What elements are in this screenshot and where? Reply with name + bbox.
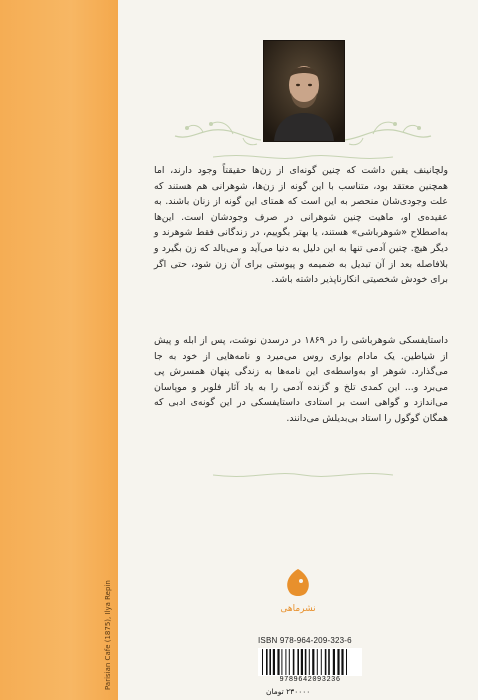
back-cover-page: [118, 0, 478, 700]
price-label: ۲۳۰۰۰۰ تومان: [266, 687, 311, 696]
barcode-bar: [262, 649, 263, 675]
divider-ornament-top: [213, 150, 393, 164]
blurb-paragraph-1: ولچانینف یقین داشت که چنین گونه‌ای از زن‌ها حقیقتاً وجود دارند، اما همچنین معتقد بود، متناسب با این گونه از زن‌ها، شوهرانی هم هستند که علت وجودی‌شان منحصر به این است که همتای این گونه از زنان باشند. به عقیده‌ی او، ماهیت چنین شوهرانی در صرف وجودشان است. این‌ها به‌اصطلاح «شوهرباشی» هستند، یا بهتر بگوییم، در زندگانی فقط شوهرند و دیگر هیچ. چنین آدمی تنها به این دلیل به دنیا می‌آید و می‌بالد که زن بگیرد و بلافاصله بعد از آن تبدیل به ضمیمه و پیوستی برای آن زن شود، حتی اگر برای خودش شخصیتی انکارناپذیر داشته باشد.: [154, 165, 448, 286]
barcode-bar: [277, 649, 279, 675]
barcode-bar: [309, 649, 310, 675]
publisher-logo-text: نشرماهی: [280, 604, 316, 614]
spine-caption: Parisian Cafe (1875), Ilya Repin: [104, 580, 112, 690]
barcode-bar: [269, 649, 271, 675]
barcode-bar: [321, 649, 322, 675]
barcode-bar: [328, 649, 330, 675]
floral-ornament-right: [343, 110, 433, 150]
barcode-bar: [341, 649, 343, 675]
barcode-bar: [312, 649, 314, 675]
floral-ornament-left: [173, 110, 263, 150]
barcode-bar: [293, 649, 295, 675]
publisher-logo: [268, 565, 328, 617]
barcode-bar: [281, 649, 282, 675]
isbn-barcode: [258, 648, 362, 676]
barcode-bar: [273, 649, 275, 675]
barcode-bar: [333, 649, 335, 675]
barcode-bar: [317, 649, 318, 675]
barcode-bar: [325, 649, 327, 675]
author-portrait: [263, 40, 345, 142]
spine-strip: [0, 0, 118, 700]
barcode-bar: [305, 649, 307, 675]
barcode-bar: [346, 649, 347, 675]
blurb-paragraph-2: داستایفسکی شوهرباشی را در ۱۸۶۹ در درسدن نوشت، پس از ابله و پیش از شیاطین. یک مادام بواری روس می‌میرد و نامه‌هایی از خود به جا می‌گذارد. شوهر او به‌واسطه‌ی این نامه‌ها به زندگی پنهان همسرش پی می‌برد و... این کمدی تلخ و گزنده آدمی را به یاد آثار فلوبر و موپاسان می‌اندازد و گواهی است بر استادی داستایفسکی در این گونه‌ی ادبی که همگان گوگول را استاد بی‌بدیلش می‌دانند.: [154, 335, 449, 424]
barcode-bar: [289, 649, 290, 675]
divider-ornament-bottom: [213, 468, 393, 482]
barcode-digits: 9789642093236: [279, 676, 341, 684]
barcode-bar: [266, 649, 268, 675]
barcode-bar: [337, 649, 339, 675]
barcode-bar: [285, 649, 286, 675]
barcode-bar: [301, 649, 303, 675]
portrait-image: [264, 41, 344, 141]
isbn-label: ISBN 978-964-209-323-6: [258, 636, 352, 645]
barcode-bar: [297, 649, 299, 675]
